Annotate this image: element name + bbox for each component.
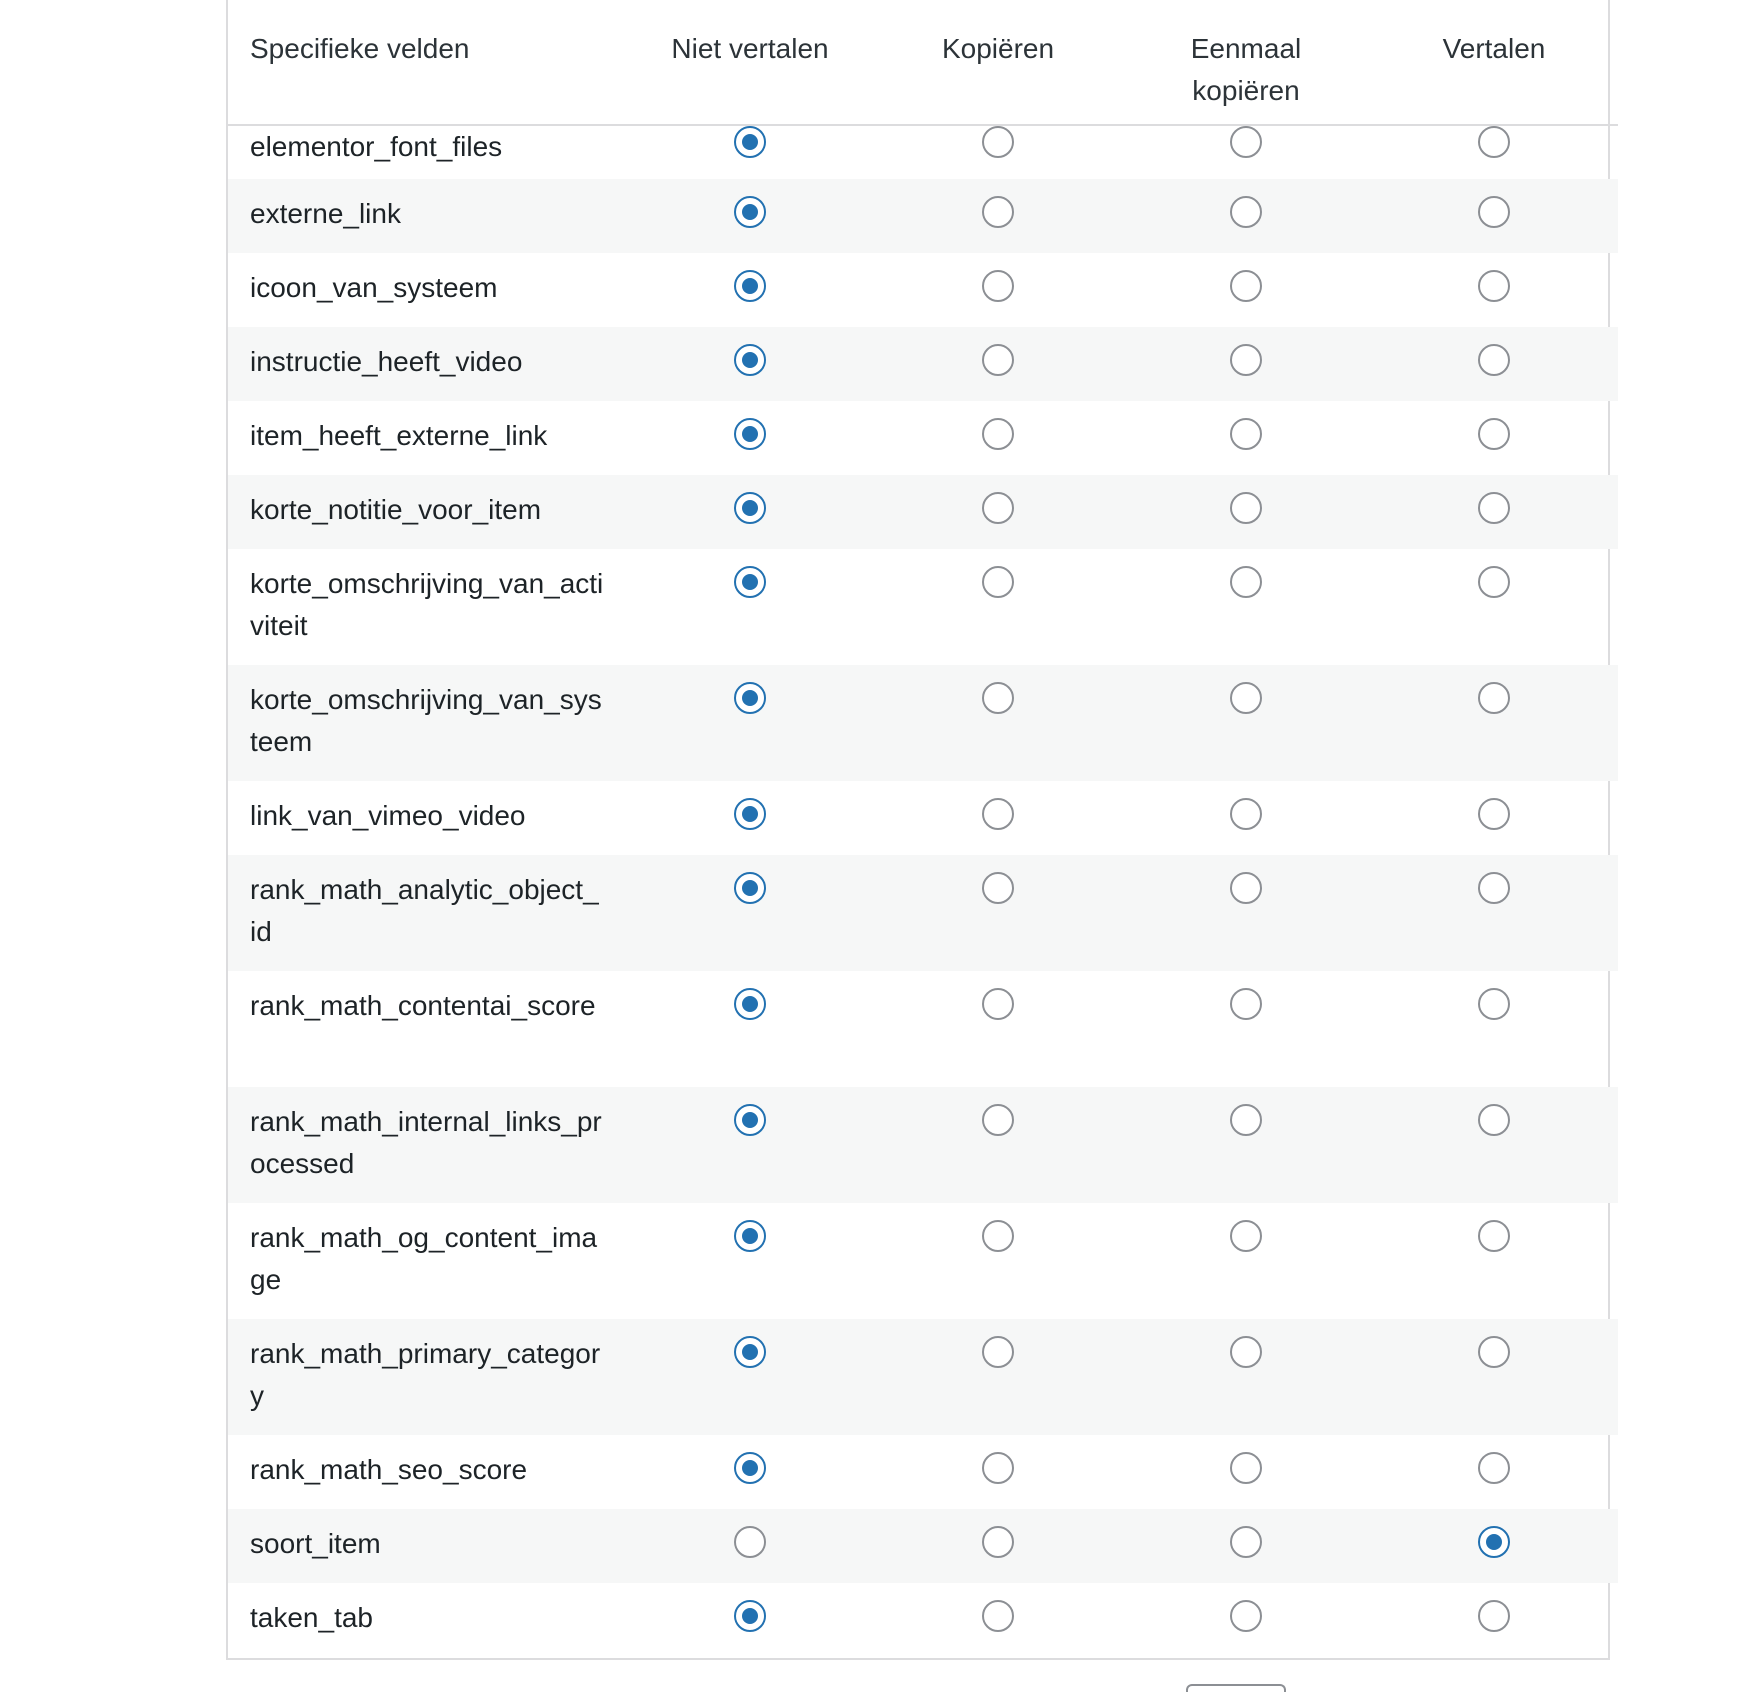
- radio-do-nothing[interactable]: [734, 1452, 766, 1484]
- radio-copy-once[interactable]: [1230, 196, 1262, 228]
- option-cell-do-nothing: [626, 253, 874, 327]
- option-cell-copy-once: [1122, 125, 1370, 179]
- field-name-cell: [228, 1435, 626, 1509]
- radio-copy[interactable]: [982, 344, 1014, 376]
- radio-do-nothing[interactable]: [734, 196, 766, 228]
- option-cell-copy-once: [1122, 549, 1370, 665]
- option-cell-do-nothing: [626, 1203, 874, 1319]
- option-cell-do-nothing: [626, 125, 874, 179]
- field-name-cell: [228, 1087, 626, 1203]
- option-cell-translate: [1370, 1319, 1618, 1435]
- field-name-cell: [228, 1203, 626, 1319]
- option-cell-translate: [1370, 665, 1618, 781]
- radio-copy[interactable]: [982, 1220, 1014, 1252]
- field-name: rank_math_internal_links_processed: [250, 1106, 602, 1179]
- radio-do-nothing[interactable]: [734, 126, 766, 158]
- option-cell-copy: [874, 1319, 1122, 1435]
- table-row: [228, 971, 1618, 1087]
- table-row: [228, 179, 1618, 253]
- radio-translate[interactable]: [1478, 682, 1510, 714]
- radio-copy-once[interactable]: [1230, 1600, 1262, 1632]
- radio-do-nothing[interactable]: [734, 1220, 766, 1252]
- radio-translate[interactable]: [1478, 1526, 1510, 1558]
- field-name: externe_link: [250, 198, 401, 229]
- option-cell-translate: [1370, 1583, 1618, 1657]
- option-cell-copy: [874, 549, 1122, 665]
- radio-translate[interactable]: [1478, 492, 1510, 524]
- radio-copy-once[interactable]: [1230, 1526, 1262, 1558]
- radio-copy-once[interactable]: [1230, 270, 1262, 302]
- table-row: [228, 401, 1618, 475]
- field-name-cell: [228, 327, 626, 401]
- option-cell-translate: [1370, 781, 1618, 855]
- table-row: [228, 1087, 1618, 1203]
- table-body: [228, 125, 1618, 1657]
- radio-translate[interactable]: [1478, 196, 1510, 228]
- option-cell-translate: [1370, 1087, 1618, 1203]
- radio-translate[interactable]: [1478, 1336, 1510, 1368]
- option-cell-copy: [874, 1583, 1122, 1657]
- table-row: [228, 549, 1618, 665]
- radio-copy-once[interactable]: [1230, 492, 1262, 524]
- option-cell-copy: [874, 327, 1122, 401]
- field-name-cell: [228, 855, 626, 971]
- option-cell-copy-once: [1122, 475, 1370, 549]
- column-header-copy-once: Eenmaal kopiëren: [1122, 0, 1370, 125]
- option-cell-translate: [1370, 125, 1618, 179]
- table-row: [228, 1509, 1618, 1583]
- radio-translate[interactable]: [1478, 270, 1510, 302]
- option-cell-do-nothing: [626, 179, 874, 253]
- radio-do-nothing[interactable]: [734, 872, 766, 904]
- option-cell-translate: [1370, 1509, 1618, 1583]
- radio-do-nothing[interactable]: [734, 344, 766, 376]
- option-cell-copy-once: [1122, 971, 1370, 1087]
- save-button[interactable]: [1186, 1684, 1286, 1692]
- custom-fields-table: [228, 0, 1618, 1657]
- option-cell-do-nothing: [626, 401, 874, 475]
- option-cell-copy: [874, 1435, 1122, 1509]
- radio-do-nothing[interactable]: [734, 1336, 766, 1368]
- option-cell-copy-once: [1122, 665, 1370, 781]
- radio-do-nothing[interactable]: [734, 1600, 766, 1632]
- radio-copy[interactable]: [982, 1600, 1014, 1632]
- radio-copy[interactable]: [982, 566, 1014, 598]
- option-cell-copy-once: [1122, 1583, 1370, 1657]
- radio-translate[interactable]: [1478, 798, 1510, 830]
- column-header-field-name: Specifieke velden: [228, 0, 626, 125]
- option-cell-translate: [1370, 971, 1618, 1087]
- field-name: rank_math_analytic_object_id: [250, 874, 599, 947]
- field-name: rank_math_og_content_image: [250, 1222, 598, 1295]
- radio-copy-once[interactable]: [1230, 1336, 1262, 1368]
- option-cell-copy: [874, 665, 1122, 781]
- option-cell-copy-once: [1122, 401, 1370, 475]
- radio-copy[interactable]: [982, 270, 1014, 302]
- table-row: [228, 665, 1618, 781]
- table-header-row: [228, 0, 1618, 125]
- field-name-cell: [228, 1583, 626, 1657]
- field-name-cell: [228, 781, 626, 855]
- field-name: korte_omschrijving_van_activiteit: [250, 568, 604, 641]
- radio-copy[interactable]: [982, 1452, 1014, 1484]
- option-cell-copy: [874, 253, 1122, 327]
- option-cell-copy: [874, 179, 1122, 253]
- option-cell-translate: [1370, 253, 1618, 327]
- option-cell-copy-once: [1122, 1319, 1370, 1435]
- field-name-cell: [228, 971, 626, 1087]
- radio-copy-once[interactable]: [1230, 126, 1262, 158]
- radio-do-nothing[interactable]: [734, 1104, 766, 1136]
- option-cell-copy: [874, 971, 1122, 1087]
- table-row: [228, 781, 1618, 855]
- radio-copy-once[interactable]: [1230, 988, 1262, 1020]
- option-cell-do-nothing: [626, 549, 874, 665]
- custom-fields-translation-box: [226, 0, 1610, 1660]
- radio-copy[interactable]: [982, 1526, 1014, 1558]
- option-cell-copy: [874, 855, 1122, 971]
- radio-copy[interactable]: [982, 126, 1014, 158]
- radio-do-nothing[interactable]: [734, 682, 766, 714]
- field-name-cell: [228, 665, 626, 781]
- option-cell-do-nothing: [626, 1435, 874, 1509]
- option-cell-translate: [1370, 1203, 1618, 1319]
- option-cell-copy-once: [1122, 1203, 1370, 1319]
- radio-translate[interactable]: [1478, 566, 1510, 598]
- radio-do-nothing[interactable]: [734, 988, 766, 1020]
- option-cell-do-nothing: [626, 1509, 874, 1583]
- radio-translate[interactable]: [1478, 344, 1510, 376]
- option-cell-translate: [1370, 1435, 1618, 1509]
- field-name: rank_math_contentai_score: [250, 990, 596, 1021]
- radio-translate[interactable]: [1478, 872, 1510, 904]
- field-name: item_heeft_externe_link: [250, 420, 548, 451]
- radio-copy-once[interactable]: [1230, 682, 1262, 714]
- radio-copy[interactable]: [982, 418, 1014, 450]
- radio-translate[interactable]: [1478, 126, 1510, 158]
- radio-copy[interactable]: [982, 682, 1014, 714]
- option-cell-do-nothing: [626, 971, 874, 1087]
- option-cell-translate: [1370, 855, 1618, 971]
- option-cell-do-nothing: [626, 855, 874, 971]
- option-cell-copy-once: [1122, 327, 1370, 401]
- option-cell-do-nothing: [626, 781, 874, 855]
- option-cell-copy-once: [1122, 1435, 1370, 1509]
- option-cell-translate: [1370, 327, 1618, 401]
- field-name-cell: [228, 475, 626, 549]
- radio-copy[interactable]: [982, 988, 1014, 1020]
- option-cell-copy: [874, 1203, 1122, 1319]
- radio-copy-once[interactable]: [1230, 344, 1262, 376]
- option-cell-translate: [1370, 475, 1618, 549]
- radio-copy[interactable]: [982, 196, 1014, 228]
- field-name: icoon_van_systeem: [250, 272, 498, 303]
- table-row: [228, 327, 1618, 401]
- radio-do-nothing[interactable]: [734, 1526, 766, 1558]
- option-cell-copy-once: [1122, 855, 1370, 971]
- radio-do-nothing[interactable]: [734, 798, 766, 830]
- radio-copy-once[interactable]: [1230, 1104, 1262, 1136]
- field-name-cell: [228, 401, 626, 475]
- field-name-cell: [228, 1319, 626, 1435]
- table-row: [228, 855, 1618, 971]
- table-row: [228, 475, 1618, 549]
- option-cell-translate: [1370, 179, 1618, 253]
- radio-copy-once[interactable]: [1230, 1220, 1262, 1252]
- option-cell-copy: [874, 1509, 1122, 1583]
- option-cell-translate: [1370, 549, 1618, 665]
- radio-translate[interactable]: [1478, 1104, 1510, 1136]
- column-header-translate: Vertalen: [1370, 0, 1618, 125]
- radio-copy[interactable]: [982, 1104, 1014, 1136]
- option-cell-copy: [874, 781, 1122, 855]
- option-cell-copy-once: [1122, 1087, 1370, 1203]
- field-name: soort_item: [250, 1528, 381, 1559]
- option-cell-copy-once: [1122, 1509, 1370, 1583]
- field-name: elementor_font_files: [250, 131, 503, 162]
- field-name-cell: [228, 1509, 626, 1583]
- field-name: instructie_heeft_video: [250, 346, 523, 377]
- option-cell-translate: [1370, 401, 1618, 475]
- radio-translate[interactable]: [1478, 418, 1510, 450]
- radio-copy-once[interactable]: [1230, 418, 1262, 450]
- option-cell-copy: [874, 1087, 1122, 1203]
- option-cell-do-nothing: [626, 1583, 874, 1657]
- radio-copy[interactable]: [982, 872, 1014, 904]
- option-cell-copy: [874, 125, 1122, 179]
- column-header-copy: Kopiëren: [874, 0, 1122, 125]
- radio-copy[interactable]: [982, 798, 1014, 830]
- field-name-cell: [228, 125, 626, 179]
- field-name-cell: [228, 179, 626, 253]
- table-row: [228, 1319, 1618, 1435]
- option-cell-copy-once: [1122, 253, 1370, 327]
- field-name: taken_tab: [250, 1602, 373, 1633]
- option-cell-do-nothing: [626, 327, 874, 401]
- option-cell-do-nothing: [626, 475, 874, 549]
- table-row: [228, 1583, 1618, 1657]
- table-row: [228, 1435, 1618, 1509]
- radio-copy-once[interactable]: [1230, 1452, 1262, 1484]
- table-row: [228, 253, 1618, 327]
- radio-translate[interactable]: [1478, 988, 1510, 1020]
- radio-copy-once[interactable]: [1230, 872, 1262, 904]
- option-cell-do-nothing: [626, 1087, 874, 1203]
- radio-copy[interactable]: [982, 492, 1014, 524]
- radio-translate[interactable]: [1478, 1600, 1510, 1632]
- radio-translate[interactable]: [1478, 1220, 1510, 1252]
- option-cell-do-nothing: [626, 665, 874, 781]
- table-row: [228, 125, 1618, 179]
- field-name: rank_math_seo_score: [250, 1454, 528, 1485]
- field-name: rank_math_primary_category: [250, 1338, 601, 1411]
- radio-copy-once[interactable]: [1230, 798, 1262, 830]
- radio-copy-once[interactable]: [1230, 566, 1262, 598]
- option-cell-copy: [874, 401, 1122, 475]
- field-name-cell: [228, 549, 626, 665]
- radio-copy[interactable]: [982, 1336, 1014, 1368]
- option-cell-do-nothing: [626, 1319, 874, 1435]
- option-cell-copy-once: [1122, 781, 1370, 855]
- field-name: korte_omschrijving_van_systeem: [250, 684, 602, 757]
- option-cell-copy: [874, 475, 1122, 549]
- radio-do-nothing[interactable]: [734, 418, 766, 450]
- radio-translate[interactable]: [1478, 1452, 1510, 1484]
- table-row: [228, 1203, 1618, 1319]
- radio-do-nothing[interactable]: [734, 566, 766, 598]
- field-name: korte_notitie_voor_item: [250, 494, 542, 525]
- option-cell-copy-once: [1122, 179, 1370, 253]
- radio-do-nothing[interactable]: [734, 492, 766, 524]
- field-name-cell: [228, 253, 626, 327]
- field-name: link_van_vimeo_video: [250, 800, 526, 831]
- column-header-do-not-translate: Niet vertalen: [626, 0, 874, 125]
- radio-do-nothing[interactable]: [734, 270, 766, 302]
